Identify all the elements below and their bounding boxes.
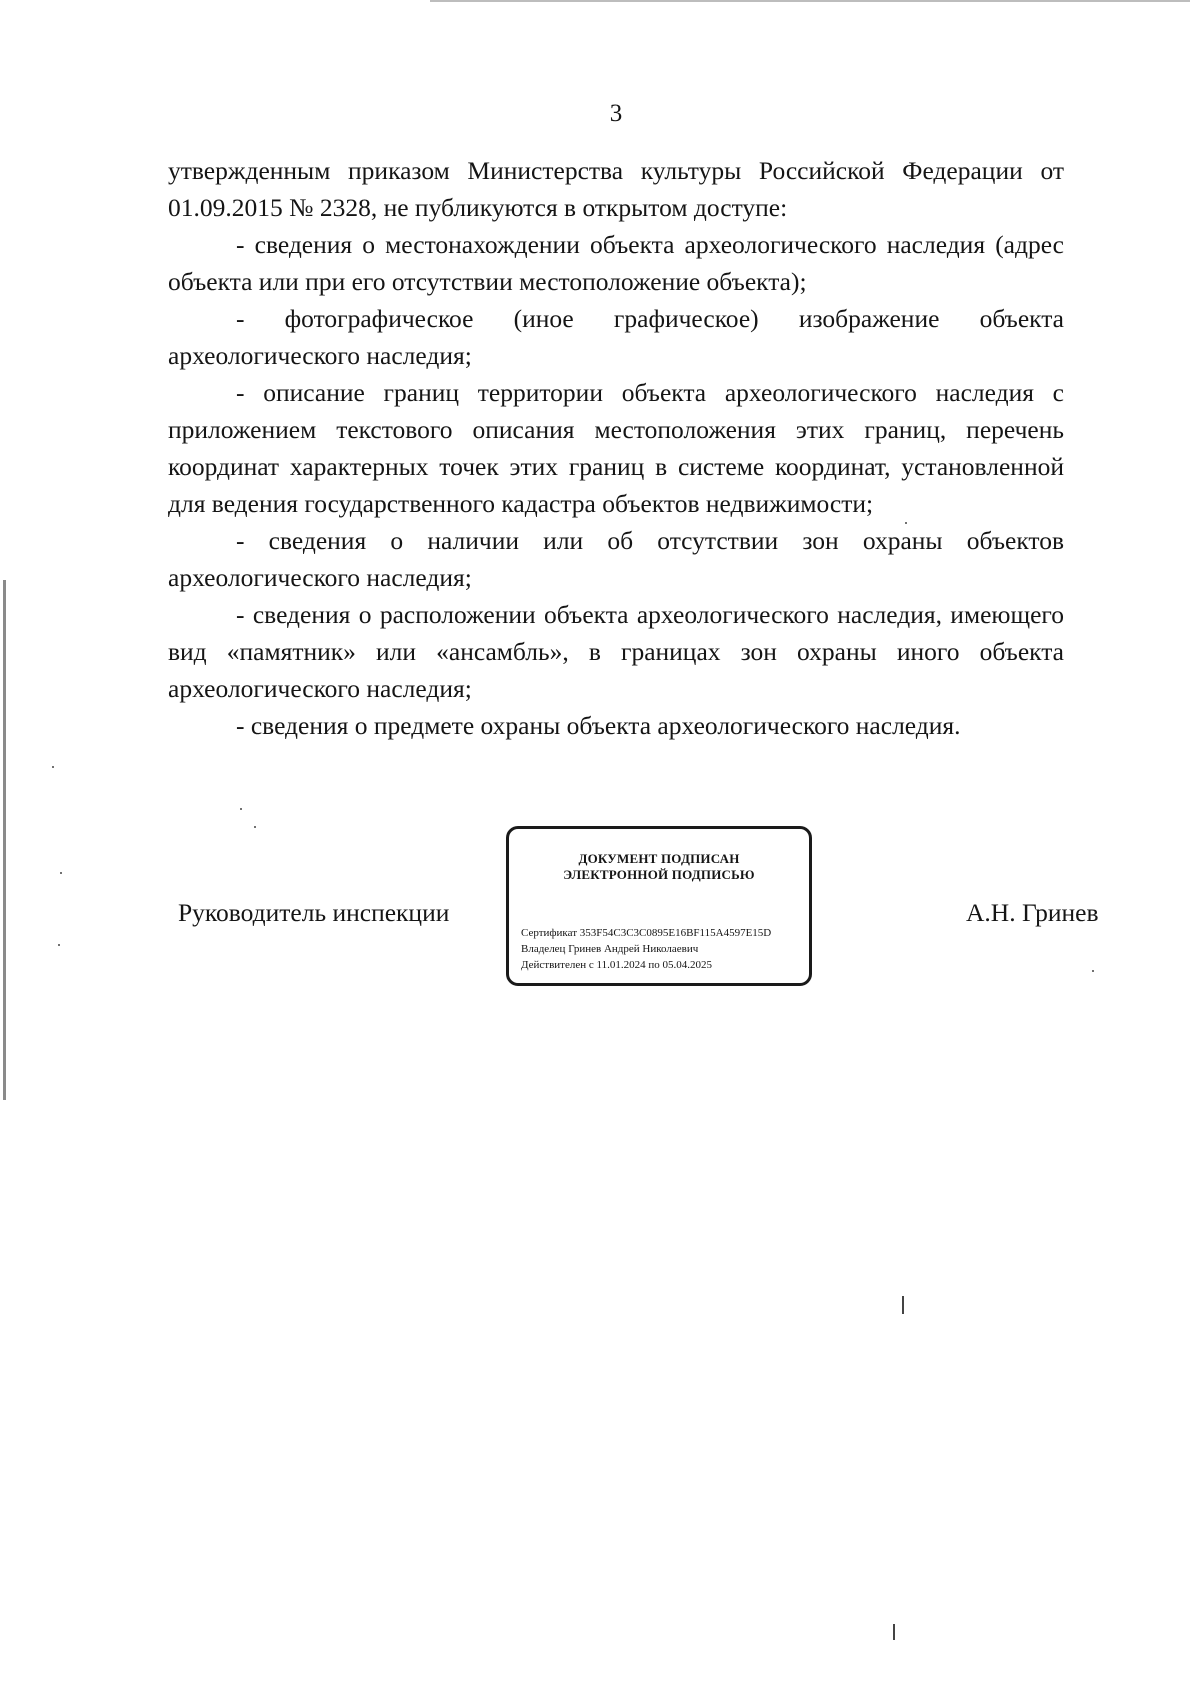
scan-speck bbox=[902, 1296, 904, 1314]
electronic-signature-stamp bbox=[506, 826, 812, 986]
stamp-certificate: Сертификат 353F54C3C3C0895E16BF115A4597E15D bbox=[521, 927, 772, 939]
paragraph-boundaries: - описание границ территории объекта археологического наследия с приложением текстового описания местоположения этих границ, перечень координат характерных точек этих границ в системе координат, установленной для ведения государственного кадастра объектов недвижимости; bbox=[168, 378, 1064, 518]
paragraph-protection-subject: - сведения о предмете охраны объекта археологического наследия. bbox=[236, 711, 961, 740]
scan-speck bbox=[893, 1624, 895, 1640]
stamp-validity: Действителен с 11.01.2024 по 05.04.2025 bbox=[521, 959, 712, 971]
page-number: 3 bbox=[609, 100, 623, 127]
stamp-title-line: ДОКУМЕНТ ПОДПИСАН bbox=[578, 851, 740, 866]
paragraph-protection-zones: - сведения о наличии или об отсутствии зон охраны объектов археологического наследия; bbox=[168, 526, 1064, 592]
signatory-name: А.Н. Гринев bbox=[966, 898, 1099, 927]
stamp-details bbox=[521, 925, 803, 973]
stamp-title bbox=[509, 851, 809, 883]
stamp-title-line: ЭЛЕКТРОННОЙ ПОДПИСЬЮ bbox=[563, 867, 755, 882]
scan-speck bbox=[52, 766, 54, 768]
signatory-position: Руководитель инспекции bbox=[178, 898, 450, 927]
scan-edge-line bbox=[430, 0, 1190, 2]
signature-block bbox=[0, 826, 1200, 992]
paragraph-location: - сведения о местонахождении объекта археологического наследия (адрес объекта или при его отсутствии местоположение объекта); bbox=[168, 230, 1064, 296]
body-text bbox=[168, 152, 1064, 744]
stamp-owner: Владелец Гринев Андрей Николаевич bbox=[521, 943, 699, 955]
paragraph-placement: - сведения о расположении объекта археологического наследия, имеющего вид «памятник» или «ансамбль», в границах зон охраны иного объекта археологического наследия; bbox=[168, 600, 1064, 703]
paragraph-image: - фотографическое (иное графическое) изображение объекта археологического наследия; bbox=[168, 304, 1064, 370]
scan-speck bbox=[240, 808, 242, 810]
paragraph-intro: утвержденным приказом Министерства культуры Российской Федерации от 01.09.2015 № 2328, не публикуются в открытом доступе: bbox=[168, 156, 1064, 222]
